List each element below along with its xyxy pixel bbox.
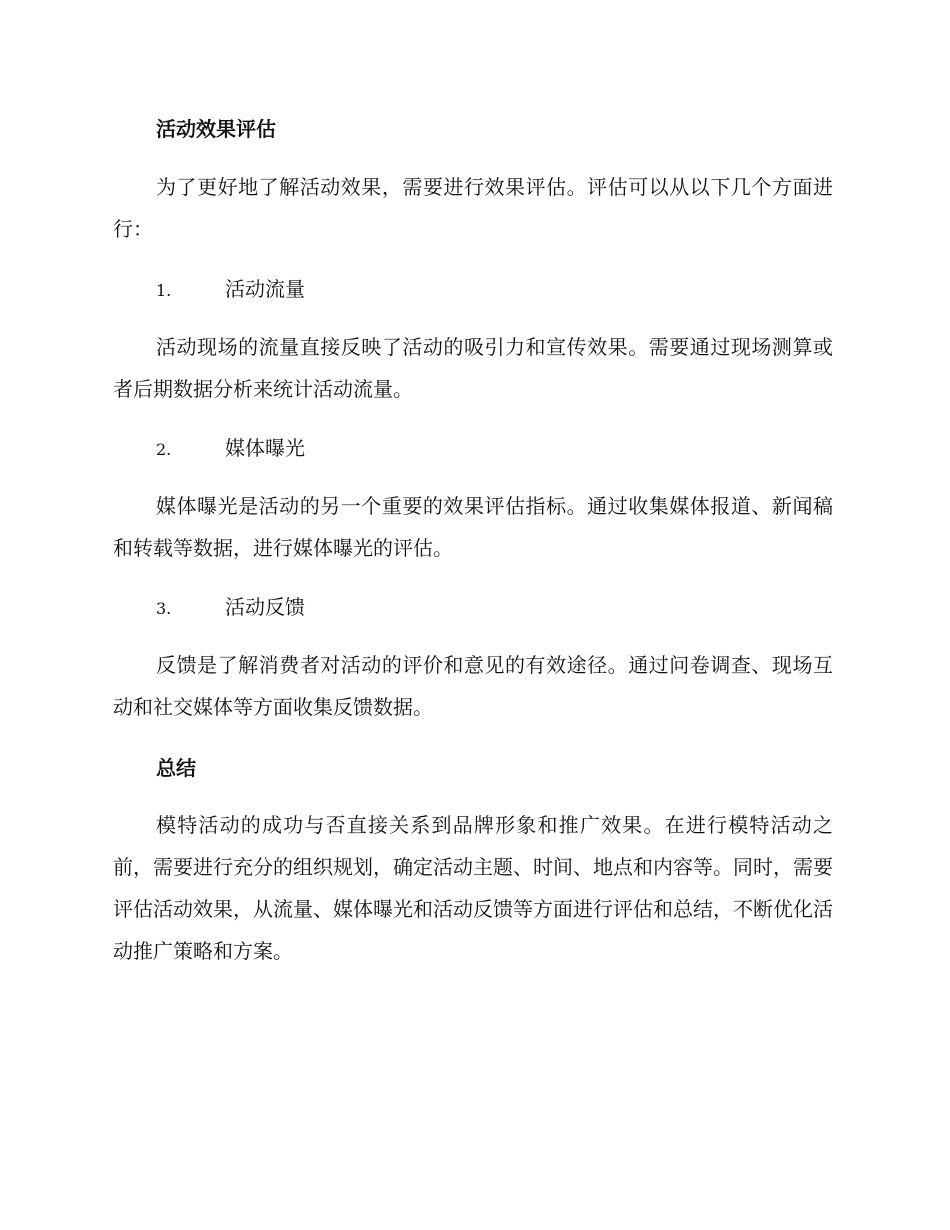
list-item-2 bbox=[156, 434, 305, 464]
list-item-3 bbox=[156, 593, 305, 623]
intro-paragraph: 为了更好地了解活动效果，需要进行效果评估。评估可以从以下几个方面进行： bbox=[113, 175, 833, 241]
paragraph-traffic: 活动现场的流量直接反映了活动的吸引力和宣传效果。需要通过现场测算或者后期数据分析来统计活动流量。 bbox=[113, 335, 833, 401]
list-number: 2. bbox=[156, 440, 172, 459]
list-item-title: 媒体曝光 bbox=[225, 436, 305, 460]
paragraph-media: 媒体曝光是活动的另一个重要的效果评估指标。通过收集媒体报道、新闻稿和转载等数据，进行媒体曝光的评估。 bbox=[113, 494, 833, 560]
list-number: 3. bbox=[156, 599, 172, 618]
list-item-title: 活动反馈 bbox=[225, 595, 305, 619]
list-item-1 bbox=[156, 275, 305, 305]
summary-paragraph: 模特活动的成功与否直接关系到品牌形象和推广效果。在进行模特活动之前，需要进行充分的组织规划，确定活动主题、时间、地点和内容等。同时，需要评估活动效果，从流量、媒体曝光和活动反馈等方面进行评估和总结，不断优化活动推广策略和方案。 bbox=[113, 813, 833, 963]
section-heading-summary: 总结 bbox=[156, 756, 196, 780]
list-number: 1. bbox=[156, 281, 172, 300]
list-item-title: 活动流量 bbox=[225, 277, 305, 301]
paragraph-feedback: 反馈是了解消费者对活动的评价和意见的有效途径。通过问卷调查、现场互动和社交媒体等方面收集反馈数据。 bbox=[113, 653, 833, 719]
section-heading-evaluation: 活动效果评估 bbox=[156, 117, 276, 141]
